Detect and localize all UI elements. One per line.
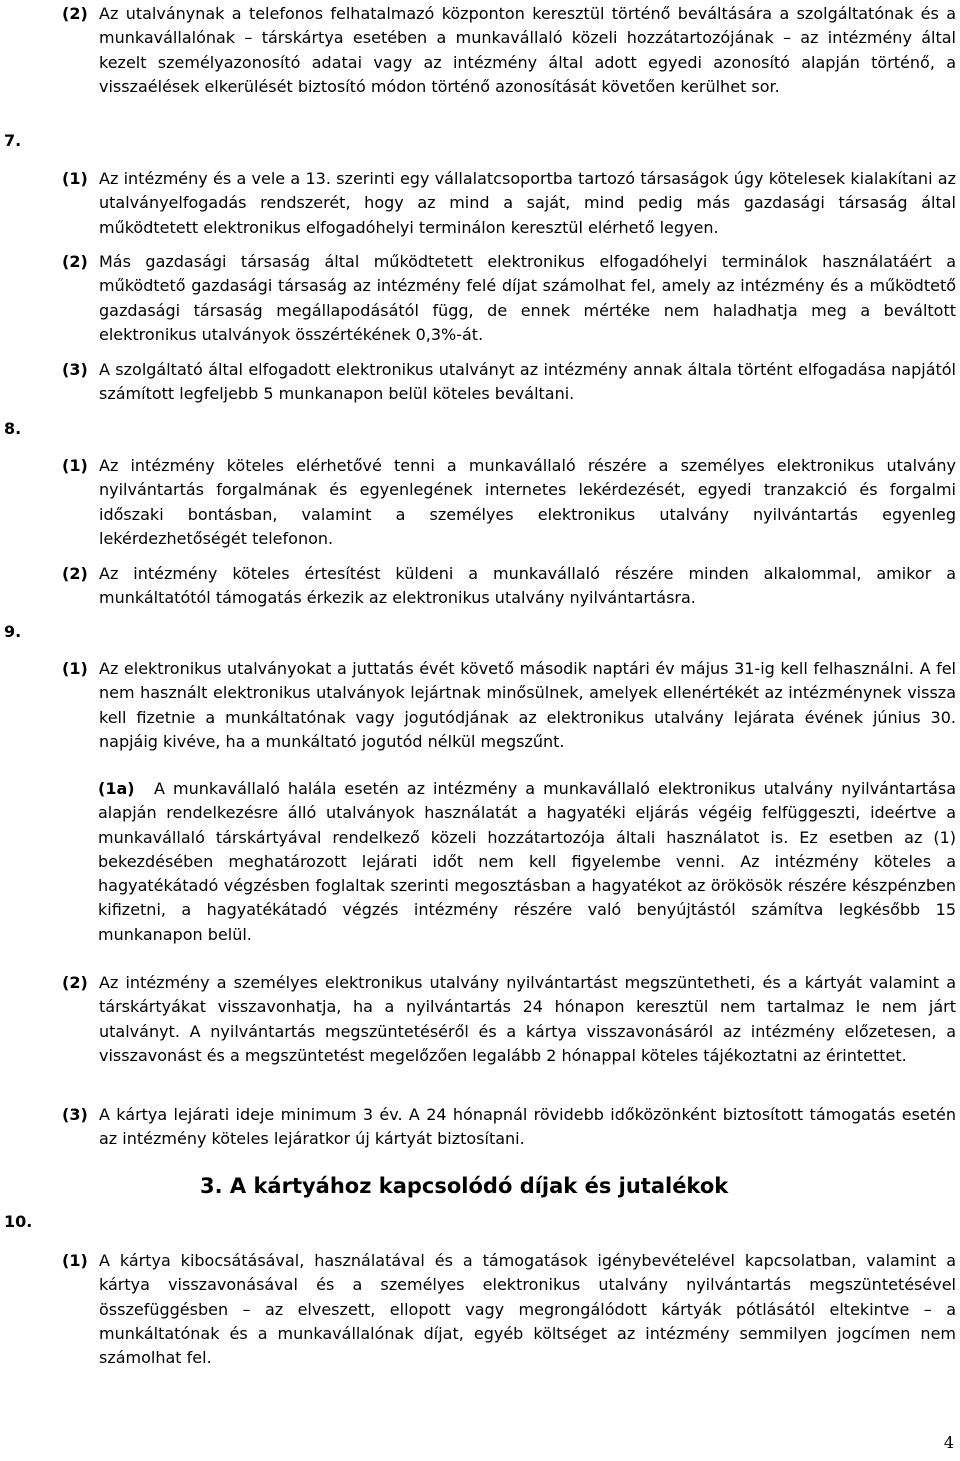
chapter-heading: 3. A kártyához kapcsolódó díjak és jutalékok (200, 1174, 729, 1198)
section-9-paragraph-3 (62, 1103, 956, 1149)
section-7-paragraph-1 (62, 167, 956, 237)
paragraph-text: Az intézmény köteles elérhetővé tenni a munkavállaló részére a személyes elektronikus utalvány nyilvántartás forgalmának és egyenlegének internetes lekérdezését, egyedi tranzakció és forgalmi időszaki bontásban, valamint a személyes elektronikus utalvány nyilvántartás egyenleg lekérdezhetőségét telefonon. (99, 456, 956, 548)
paragraph-number: (1) (62, 659, 88, 678)
paragraph-text: Más gazdasági társaság által működtetett elektronikus elfogadóhelyi terminálok használatáért a működtető gazdasági társaság az intézmény felé díjat számolhat fel, amely az intézmény és a működtető gazdasági társaság megállapodásától függ, de ennek mértéke nem haladhatja meg a beváltott elektronikus utalványok összértékének 0,3%-át. (99, 252, 956, 344)
paragraph-number: (2) (62, 973, 88, 992)
section-7-paragraph-2 (62, 250, 956, 344)
paragraph-number: (1a) (98, 779, 135, 798)
paragraph-text: Az utalványnak a telefonos felhatalmazó központon keresztül történő beváltására a szolgáltatónak és a munkavállalónak – társkártya esetében a munkavállaló közeli hozzátartozójának – az intézmény által kezelt személyazonosító adatai vagy az intézmény által adott egyedi azonosító alapján történő, a visszaélések elkerülését biztosító módon történő azonosítását követően kerülhet sor. (99, 4, 956, 96)
section-8-paragraph-2 (62, 562, 956, 608)
paragraph-prev-2 (62, 2, 956, 96)
paragraph-number: (2) (62, 252, 88, 271)
paragraph-text: A szolgáltató által elfogadott elektronikus utalványt az intézmény annak általa történt elfogadása napjától számított legfeljebb 5 munkanapon belül köteles beváltani. (99, 360, 956, 404)
paragraph-number: (2) (62, 564, 88, 583)
section-9-label: 9. (4, 622, 22, 641)
section-7-paragraph-3 (62, 358, 956, 404)
section-9-paragraph-1a (98, 777, 956, 947)
paragraph-number: (3) (62, 360, 88, 379)
paragraph-number: (1) (62, 169, 88, 188)
section-10-paragraph-1 (62, 1249, 956, 1368)
paragraph-text: Az intézmény köteles értesítést küldeni a munkavállaló részére minden alkalommal, amikor a munkáltatótól támogatás érkezik az elektronikus utalvány nyilvántartásra. (99, 564, 956, 608)
section-8-paragraph-1 (62, 454, 956, 548)
paragraph-text: A munkavállaló halála esetén az intézmény a munkavállaló elektronikus utalvány nyilvántartása alapján rendelkezésre álló utalványok használatát a hagyatéki eljárás végéig felfüggeszti, ideértve a munkavállaló társkártyával rendelkező közeli hozzátartozója általi használatot is. Ez esetben az (1) bekezdésében meghatározott lejárati időt nem kell figyelembe venni. Az intézmény köteles a hagyatékátadó végzésben foglaltak szerinti megosztásban a hagyatékot az örökösök részére készpénzben kifizetni, a hagyatékátadó végzés intézmény részére való benyújtástól számítva legkésőbb 15 munkanapon belül. (98, 779, 956, 944)
section-10-label: 10. (4, 1212, 33, 1231)
paragraph-text: A kártya lejárati ideje minimum 3 év. A 24 hónapnál rövidebb időközönként biztosított támogatás esetén az intézmény köteles lejáratkor új kártyát biztosítani. (99, 1105, 956, 1149)
section-9-paragraph-1 (62, 657, 956, 751)
paragraph-text: Az intézmény és a vele a 13. szerinti egy vállalatcsoportba tartozó társaságok úgy kötelesek kialakítani az utalványelfogadás rendszerét, hogy az mind a saját, mind pedig más gazdasági társaság által működtetett elektronikus elfogadóhelyi terminálon keresztül elérhető legyen. (99, 169, 956, 237)
paragraph-text: A kártya kibocsátásával, használatával és a támogatások igénybevételével kapcsolatban, valamint a kártya visszavonásával és a személyes elektronikus utalvány nyilvántartás megszüntetésével összefüggésben – az elveszett, ellopott vagy megrongálódott kártyák pótlásától eltekintve – a munkáltatónak és a munkavállalónak díjat, egyéb költséget az intézmény semmilyen jogcímen nem számolhat fel. (99, 1251, 956, 1368)
paragraph-text: Az intézmény a személyes elektronikus utalvány nyilvántartást megszüntetheti, és a kártyát valamint a társkártyákat visszavonhatja, ha a nyilvántartás 24 hónapon keresztül nem tartalmaz le nem járt utalványt. A nyilvántartás megszüntetéséről és a kártya visszavonásáról az intézmény előzetesen, a visszavonást és a megszüntetést megelőzően legalább 2 hónappal köteles tájékoztatni az érintettet. (99, 973, 956, 1065)
paragraph-number: (1) (62, 1251, 88, 1270)
paragraph-number: (2) (62, 4, 88, 23)
page-number: 4 (943, 1433, 954, 1452)
paragraph-number: (3) (62, 1105, 88, 1124)
section-7-label: 7. (4, 131, 22, 150)
paragraph-number: (1) (62, 456, 88, 475)
paragraph-text: Az elektronikus utalványokat a juttatás évét követő második naptári év május 31-ig kell felhasználni. A fel nem használt elektronikus utalványok lejártnak minősülnek, amelyek ellenértékét az intézménynek vissza kell fizetnie a munkáltatónak vagy jogutódjának az elektronikus utalvány lejárata évének június 30. napjáig kivéve, ha a munkáltató jogutód nélkül megszűnt. (99, 659, 956, 751)
section-9-paragraph-2 (62, 971, 956, 1065)
section-8-label: 8. (4, 419, 22, 438)
